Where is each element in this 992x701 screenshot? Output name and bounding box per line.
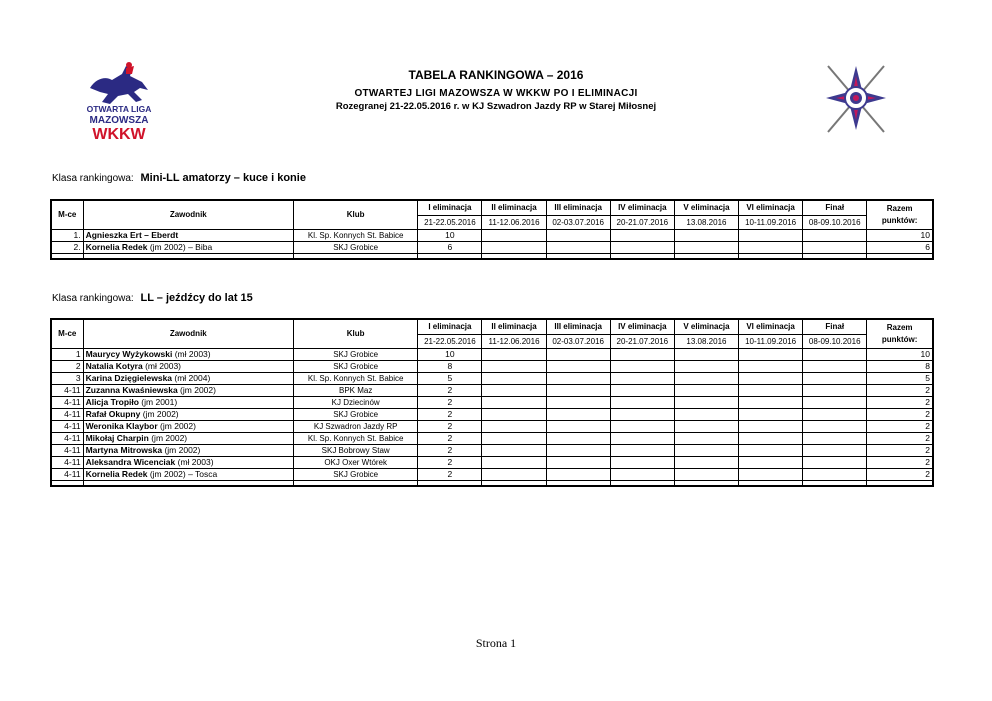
round-score-empty <box>739 457 803 469</box>
svg-text:WKKW: WKKW <box>92 126 146 142</box>
round-score-empty <box>739 445 803 457</box>
round-score-empty <box>546 433 610 445</box>
rider-info: (jm 2002) <box>162 445 201 455</box>
col-header-round: Finał <box>803 319 867 334</box>
round-date: 02-03.07.2016 <box>546 215 610 229</box>
rider-name: Maurycy Wyżykowski <box>85 349 173 359</box>
document-title: TABELA RANKINGOWA – 2016 <box>408 68 584 82</box>
round-score-empty <box>610 469 674 481</box>
col-header-round: Finał <box>803 200 867 215</box>
round-score-empty <box>546 469 610 481</box>
table-row-empty <box>51 481 933 487</box>
round-1-score: 2 <box>418 421 482 433</box>
rider-name: Alicja Tropiło <box>85 397 139 407</box>
col-header-club: Klub <box>294 319 418 349</box>
round-score-empty <box>482 242 546 254</box>
rider-info: (jm 2002) <box>157 421 196 431</box>
col-header-round: VI eliminacja <box>739 319 803 334</box>
rider-name: Rafał Okupny <box>85 409 141 419</box>
rider-name: Zuzanna Kwaśniewska <box>85 385 178 395</box>
round-score-empty <box>739 397 803 409</box>
table-row <box>51 242 933 254</box>
round-date: 21-22.05.2016 <box>418 215 482 229</box>
round-score-empty <box>482 230 546 242</box>
table-row <box>51 433 933 445</box>
round-score-empty <box>610 397 674 409</box>
place-cell: 2 <box>51 361 83 373</box>
round-score-empty <box>674 409 738 421</box>
round-date: 11-12.06.2016 <box>482 334 546 348</box>
round-score-empty <box>674 433 738 445</box>
rider-name: Karina Dzięgielewska <box>85 373 173 383</box>
club-cell: Kl. Sp. Konnych St. Babice <box>294 373 418 385</box>
round-score-empty <box>482 349 546 361</box>
round-score-empty <box>482 361 546 373</box>
round-score-empty <box>610 433 674 445</box>
round-1-score: 2 <box>418 397 482 409</box>
round-score-empty <box>803 349 867 361</box>
col-header-round: II eliminacja <box>482 319 546 334</box>
round-score-empty <box>739 230 803 242</box>
rider-cell <box>83 433 293 445</box>
round-score-empty <box>803 409 867 421</box>
round-score-empty <box>739 421 803 433</box>
total-score: 2 <box>867 385 933 397</box>
rider-info: (mł 2003) <box>175 457 214 467</box>
ranking-table-ll <box>50 318 934 487</box>
round-score-empty <box>739 409 803 421</box>
round-score-empty <box>482 469 546 481</box>
round-score-empty <box>739 361 803 373</box>
round-score-empty <box>546 445 610 457</box>
round-score-empty <box>482 433 546 445</box>
total-score: 2 <box>867 433 933 445</box>
round-score-empty <box>739 385 803 397</box>
round-score-empty <box>546 397 610 409</box>
rider-info: (jm 2002) <box>140 409 179 419</box>
round-score-empty <box>482 445 546 457</box>
table-row <box>51 469 933 481</box>
place-cell: 3 <box>51 373 83 385</box>
place-cell: 4-11 <box>51 433 83 445</box>
round-score-empty <box>546 421 610 433</box>
table-row-empty <box>51 254 933 260</box>
club-cell: KJ Szwadron Jazdy RP <box>294 421 418 433</box>
club-cell: SKJ Grobice <box>294 409 418 421</box>
col-header-total <box>867 319 933 349</box>
round-1-score: 2 <box>418 409 482 421</box>
rider-cell <box>83 397 293 409</box>
round-score-empty <box>674 242 738 254</box>
rider-cell <box>83 230 293 242</box>
round-score-empty <box>546 373 610 385</box>
club-cell: SKJ Grobice <box>294 349 418 361</box>
round-score-empty <box>610 385 674 397</box>
table-row <box>51 457 933 469</box>
round-score-empty <box>739 242 803 254</box>
club-cell: SKJ Grobice <box>294 469 418 481</box>
round-date: 21-22.05.2016 <box>418 334 482 348</box>
round-date: 20-21.07.2016 <box>610 215 674 229</box>
total-score: 10 <box>867 349 933 361</box>
col-header-round: VI eliminacja <box>739 200 803 215</box>
col-header-round: I eliminacja <box>418 319 482 334</box>
round-score-empty <box>482 457 546 469</box>
round-score-empty <box>803 373 867 385</box>
round-score-empty <box>803 433 867 445</box>
rider-info: (jm 2001) <box>138 397 178 407</box>
round-1-score: 10 <box>418 230 482 242</box>
round-score-empty <box>546 385 610 397</box>
rider-name: Agnieszka Ert – Eberdt <box>85 230 179 240</box>
round-date: 08-09.10.2016 <box>803 215 867 229</box>
total-score: 6 <box>867 242 933 254</box>
rider-cell <box>83 361 293 373</box>
round-score-empty <box>482 421 546 433</box>
total-label-line1: Razem <box>886 323 913 332</box>
rider-info: (jm 2002) – Tosca <box>147 469 218 479</box>
round-score-empty <box>674 230 738 242</box>
col-header-round: V eliminacja <box>674 319 738 334</box>
total-score: 2 <box>867 421 933 433</box>
round-score-empty <box>482 385 546 397</box>
col-header-round: I eliminacja <box>418 200 482 215</box>
place-cell: 4-11 <box>51 421 83 433</box>
svg-text:OTWARTA LIGA: OTWARTA LIGA <box>86 104 152 114</box>
col-header-round: V eliminacja <box>674 200 738 215</box>
place-cell: 4-11 <box>51 385 83 397</box>
round-date: 13.08.2016 <box>674 334 738 348</box>
table-row <box>51 385 933 397</box>
table-row <box>51 373 933 385</box>
round-score-empty <box>610 373 674 385</box>
class-name: Mini-LL amatorzy – kuce i konie <box>140 172 306 184</box>
round-date: 02-03.07.2016 <box>546 334 610 348</box>
document-header <box>0 60 992 112</box>
round-score-empty <box>803 469 867 481</box>
total-label-line2: punktów: <box>881 216 918 225</box>
round-score-empty <box>610 361 674 373</box>
round-score-empty <box>546 457 610 469</box>
round-score-empty <box>610 457 674 469</box>
round-score-empty <box>546 242 610 254</box>
rider-cell <box>83 421 293 433</box>
round-score-empty <box>482 397 546 409</box>
col-header-round: III eliminacja <box>546 319 610 334</box>
total-score: 2 <box>867 409 933 421</box>
round-1-score: 2 <box>418 385 482 397</box>
round-1-score: 2 <box>418 433 482 445</box>
round-score-empty <box>674 361 738 373</box>
club-cell: OKJ Oxer Wtórek <box>294 457 418 469</box>
rider-cell <box>83 409 293 421</box>
rider-info: (jm 2002) <box>148 433 188 443</box>
round-score-empty <box>546 361 610 373</box>
total-score: 2 <box>867 445 933 457</box>
round-score-empty <box>674 457 738 469</box>
total-score: 10 <box>867 230 933 242</box>
total-label-line2: punktów: <box>881 335 918 344</box>
total-score: 5 <box>867 373 933 385</box>
rider-cell <box>83 242 293 254</box>
section-label-mini-ll <box>52 172 306 184</box>
round-date: 08-09.10.2016 <box>803 334 867 348</box>
round-1-score: 8 <box>418 361 482 373</box>
round-score-empty <box>674 421 738 433</box>
rider-info: (mł 2003) <box>172 349 211 359</box>
table-row <box>51 397 933 409</box>
document-subtitle-details: Rozegranej 21-22.05.2016 r. w KJ Szwadron Jazdy RP w Starej Miłosnej <box>335 101 657 112</box>
round-score-empty <box>674 397 738 409</box>
round-1-score: 10 <box>418 349 482 361</box>
place-cell: 2. <box>51 242 83 254</box>
rider-cell <box>83 385 293 397</box>
club-cell: SKJ Bobrowy Staw <box>294 445 418 457</box>
round-score-empty <box>674 349 738 361</box>
col-header-place: M-ce <box>51 200 83 230</box>
round-score-empty <box>803 421 867 433</box>
rider-info: (mł 2004) <box>172 373 211 383</box>
rider-info: (mł 2003) <box>142 361 181 371</box>
round-score-empty <box>803 385 867 397</box>
section-label-ll <box>52 292 253 304</box>
round-score-empty <box>482 409 546 421</box>
rider-name: Natalia Kotyra <box>85 361 143 371</box>
total-score: 2 <box>867 469 933 481</box>
table-row <box>51 361 933 373</box>
round-score-empty <box>610 421 674 433</box>
round-date: 10-11.09.2016 <box>739 334 803 348</box>
round-1-score: 2 <box>418 445 482 457</box>
table-row <box>51 349 933 361</box>
class-label: Klasa rankingowa: <box>52 173 134 184</box>
col-header-club: Klub <box>294 200 418 230</box>
place-cell: 4-11 <box>51 469 83 481</box>
col-header-round: IV eliminacja <box>610 319 674 334</box>
round-score-empty <box>610 349 674 361</box>
ranking-table-mini-ll <box>50 199 934 260</box>
round-score-empty <box>674 373 738 385</box>
svg-text:MAZOWSZA: MAZOWSZA <box>89 115 149 126</box>
round-score-empty <box>546 409 610 421</box>
round-score-empty <box>803 230 867 242</box>
place-cell: 4-11 <box>51 397 83 409</box>
col-header-round: II eliminacja <box>482 200 546 215</box>
col-header-rider: Zawodnik <box>83 200 293 230</box>
col-header-round: III eliminacja <box>546 200 610 215</box>
club-cell: KJ Dziecinów <box>294 397 418 409</box>
round-score-empty <box>739 373 803 385</box>
total-score: 8 <box>867 361 933 373</box>
page-number: Strona 1 <box>475 636 517 650</box>
round-score-empty <box>803 242 867 254</box>
round-score-empty <box>739 433 803 445</box>
place-cell: 1 <box>51 349 83 361</box>
round-date: 10-11.09.2016 <box>739 215 803 229</box>
round-score-empty <box>803 457 867 469</box>
total-label-line1: Razem <box>886 204 913 213</box>
place-cell: 1. <box>51 230 83 242</box>
col-header-round: IV eliminacja <box>610 200 674 215</box>
round-score-empty <box>546 349 610 361</box>
round-score-empty <box>610 409 674 421</box>
table-row <box>51 230 933 242</box>
rider-name: Martyna Mitrowska <box>85 445 163 455</box>
round-1-score: 6 <box>418 242 482 254</box>
rider-name: Mikołaj Charpin <box>85 433 149 443</box>
club-cell: SKJ Grobice <box>294 242 418 254</box>
club-cell: BPK Maz <box>294 385 418 397</box>
rider-name: Kornelia Redek <box>85 469 148 479</box>
round-date: 11-12.06.2016 <box>482 215 546 229</box>
rider-cell <box>83 445 293 457</box>
round-score-empty <box>739 469 803 481</box>
round-score-empty <box>674 469 738 481</box>
document-subtitle: OTWARTEJ LIGI MAZOWSZA W WKKW PO I ELIMINACJI <box>354 88 638 99</box>
club-cell: Kl. Sp. Konnych St. Babice <box>294 433 418 445</box>
round-date: 13.08.2016 <box>674 215 738 229</box>
rider-cell <box>83 373 293 385</box>
round-1-score: 2 <box>418 457 482 469</box>
rider-cell <box>83 457 293 469</box>
place-cell: 4-11 <box>51 445 83 457</box>
rider-cell <box>83 349 293 361</box>
col-header-total <box>867 200 933 230</box>
place-cell: 4-11 <box>51 457 83 469</box>
round-score-empty <box>803 361 867 373</box>
class-name: LL – jeźdźcy do lat 15 <box>140 292 253 304</box>
total-score: 2 <box>867 397 933 409</box>
round-date: 20-21.07.2016 <box>610 334 674 348</box>
col-header-rider: Zawodnik <box>83 319 293 349</box>
round-score-empty <box>610 230 674 242</box>
rider-name: Aleksandra Wicenciak <box>85 457 176 467</box>
table-row <box>51 445 933 457</box>
club-cell: SKJ Grobice <box>294 361 418 373</box>
total-score: 2 <box>867 457 933 469</box>
round-1-score: 2 <box>418 469 482 481</box>
rider-name: Kornelia Redek <box>85 242 148 252</box>
place-cell: 4-11 <box>51 409 83 421</box>
round-score-empty <box>803 445 867 457</box>
rider-name: Weronika Klaybor <box>85 421 158 431</box>
round-score-empty <box>610 445 674 457</box>
rider-info: (jm 2002) – Biba <box>147 242 213 252</box>
rider-info: (jm 2002) <box>177 385 216 395</box>
round-score-empty <box>674 445 738 457</box>
round-1-score: 5 <box>418 373 482 385</box>
table-row <box>51 409 933 421</box>
class-label: Klasa rankingowa: <box>52 293 134 304</box>
round-score-empty <box>803 397 867 409</box>
table-row <box>51 421 933 433</box>
round-score-empty <box>610 242 674 254</box>
round-score-empty <box>739 349 803 361</box>
round-score-empty <box>482 373 546 385</box>
rider-cell <box>83 469 293 481</box>
club-cell: Kl. Sp. Konnych St. Babice <box>294 230 418 242</box>
col-header-place: M-ce <box>51 319 83 349</box>
round-score-empty <box>674 385 738 397</box>
round-score-empty <box>546 230 610 242</box>
